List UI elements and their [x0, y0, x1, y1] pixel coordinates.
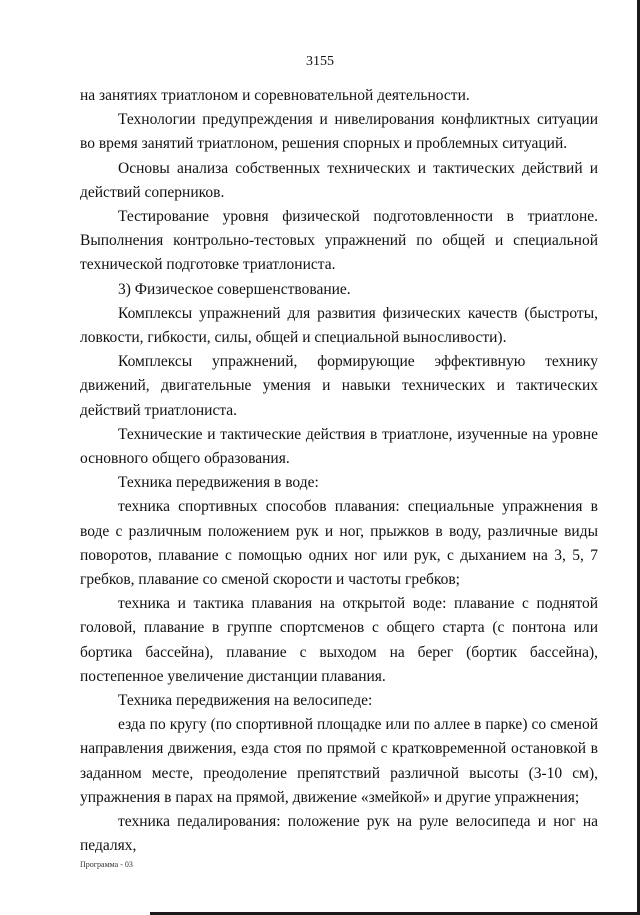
paragraph: Комплексы упражнений, формирующие эффективную технику движений, двигательные умения и навыки технических и тактических действий триатлониста.	[80, 353, 598, 419]
paragraph: Комплексы упражнений для развития физических качеств (быстроты, ловкости, гибкости, силы, общей и специальной выносливости).	[80, 304, 598, 347]
paragraph: техника и тактика плавания на открытой воде: плавание с поднятой головой, плавание в группе спортсменов с общего старта (с понтона или бортика бассейна), плавание с выходом на берег (бортик бассейна), постепенное увеличение дистанции плавания.	[80, 595, 598, 685]
footer-program-label: Программа - 03	[80, 860, 133, 869]
paragraph: Основы анализа собственных технических и тактических действий и действий соперников.	[80, 159, 598, 201]
paragraph: на занятиях триатлоном и соревновательной деятельности.	[80, 87, 470, 104]
paragraph: Технические и тактические действия в триатлоне, изученные на уровне основного общего образования.	[80, 425, 598, 468]
paragraph: Технологии предупреждения и нивелирования конфликтных ситуации во время занятий триатлоном, решения спорных и проблемных ситуаций.	[80, 111, 598, 153]
section-heading: 3) Физическое совершенствование.	[118, 280, 351, 298]
paragraph: Тестирование уровня физической подготовленности в триатлоне. Выполнения контрольно-тестовых упражнений по общей и специальной технической подготовке триатлониста.	[80, 208, 598, 274]
document-body	[80, 84, 598, 859]
subheading: Техника передвижения на велосипеде:	[118, 692, 373, 710]
paragraph: техника спортивных способов плавания: специальные упражнения в воде с различным положением рук и ног, прыжков в воду, различные виды поворотов, плавание с помощью одних ног или рук, с дыханием на 3, 5, 7 гребков, плавание со сменой скорости и частоты гребков;	[80, 498, 598, 589]
page-number: 3155	[306, 54, 334, 69]
paragraph: езда по кругу (по спортивной площадке или по аллее в парке) со сменой направления движения, езда стоя по прямой с кратковременной остановкой в заданном месте, преодоление препятствий различной высоты (3-10 см), упражнения в парах на прямой, движение «змейкой» и другие упражнения;	[80, 716, 598, 806]
paragraph: техника педалирования: положение рук на руле велосипеда и ног на педалях,	[80, 813, 598, 855]
subheading: Техника передвижения в воде:	[118, 474, 319, 492]
